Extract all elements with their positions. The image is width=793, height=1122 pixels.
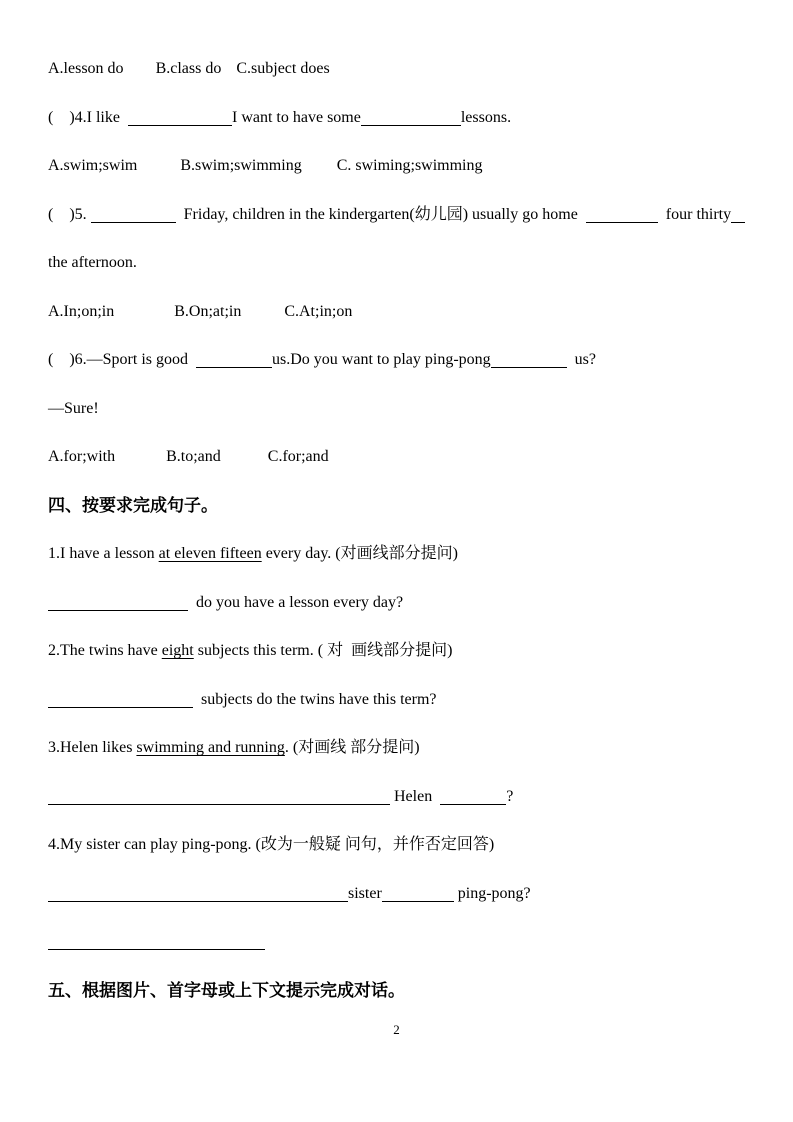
text-run: B.class do	[155, 60, 222, 77]
answer-blank	[128, 120, 232, 126]
mc-q6-options	[48, 448, 753, 465]
text-run: sister	[348, 884, 382, 902]
rw-q4-prompt	[48, 836, 753, 853]
text-run: subjects do the twins have this term?	[193, 690, 437, 708]
spacing-gap	[221, 72, 236, 73]
answer-blank	[382, 896, 454, 902]
text-run: us.Do you want to play ping-pong	[272, 351, 491, 368]
text-run: four thirty	[657, 205, 732, 223]
text-run: . (对画线 部分提问)	[284, 739, 420, 756]
text-run: ?	[506, 787, 514, 805]
rw-q2-answer	[48, 691, 753, 708]
answer-blank	[48, 799, 390, 805]
text-run: C.subject does	[236, 60, 330, 77]
text-run: C.At;in;on	[284, 302, 353, 320]
text-run: the afternoon.	[48, 254, 137, 271]
text-run: B.On;at;in	[174, 302, 242, 320]
mc-q5-stem-wrap	[48, 254, 753, 271]
answer-blank	[586, 217, 658, 223]
underlined-text: eight	[161, 642, 194, 659]
answer-blank	[91, 217, 176, 223]
answer-blank	[491, 362, 567, 368]
spacing-gap	[221, 460, 268, 461]
text-run: B.to;and	[166, 448, 221, 465]
underlined-text: swimming and running	[136, 739, 285, 756]
text-run: us?	[566, 351, 596, 368]
text-run: lessons.	[460, 108, 512, 126]
section-heading-5	[48, 982, 753, 999]
spacing-gap	[137, 169, 180, 170]
text-run: Friday, children in the kindergarten(幼儿园) usually go home	[175, 205, 586, 223]
text-run: C.for;and	[267, 448, 329, 465]
text-run: A.for;with	[48, 448, 116, 465]
section-heading-4	[48, 497, 753, 514]
rw-q3-prompt	[48, 739, 753, 756]
rw-q1-answer	[48, 594, 753, 611]
text-run: 4.My sister can play ping-pong. (改为一般疑 问句，并作否定回答)	[48, 836, 495, 853]
text-run: A.In;on;in	[48, 302, 115, 320]
text-run: 四、按要求完成句子。	[48, 495, 218, 515]
text-run: every day. (对画线部分提问)	[261, 545, 458, 562]
mc-q6-stem	[48, 351, 753, 368]
mc-q5-options	[48, 303, 753, 320]
answer-blank	[48, 605, 188, 611]
text-run: —Sure!	[48, 399, 99, 417]
answer-blank	[48, 896, 348, 902]
spacing-gap	[241, 315, 284, 316]
spacing-gap	[124, 72, 156, 73]
rw-q2-prompt	[48, 642, 753, 659]
spacing-gap	[115, 460, 166, 461]
mc-q5-stem	[48, 206, 753, 223]
text-run: do you have a lesson every day?	[188, 593, 404, 611]
text-run: C. swiming;swimming	[336, 157, 483, 174]
spacing-gap	[114, 315, 174, 316]
rw-q1-prompt	[48, 545, 753, 562]
text-run: A.swim;swim	[48, 157, 138, 174]
mc-q3-options	[48, 60, 753, 77]
text-run: B.swim;swimming	[180, 157, 302, 174]
text-run: 1.I have a lesson	[48, 545, 159, 562]
mc-q4-stem	[48, 109, 753, 126]
rw-q4-answer2	[48, 933, 753, 950]
text-run: ( )4.I like	[48, 108, 128, 126]
rw-q3-answer	[48, 788, 753, 805]
answer-blank	[731, 217, 745, 223]
text-run: A.lesson do	[48, 60, 124, 77]
text-run: 五、根据图片、首字母或上下文提示完成对话。	[48, 980, 405, 1000]
answer-blank	[361, 120, 461, 126]
text-run: ( )5.	[48, 205, 91, 223]
mc-q6-reply	[48, 400, 753, 417]
answer-blank	[48, 702, 193, 708]
mc-q4-options	[48, 157, 753, 174]
text-run: I want to have some	[231, 108, 361, 126]
answer-blank	[196, 362, 272, 368]
text-run: 2.The twins have	[48, 642, 162, 659]
text-run: subjects this term. ( 对 画线部分提问)	[193, 642, 453, 659]
rw-q4-answer	[48, 885, 753, 902]
text-run: ( )6.—Sport is good	[48, 351, 196, 368]
text-run: Helen	[390, 787, 441, 805]
text-run: 3.Helen likes	[48, 739, 137, 756]
spacing-gap	[302, 169, 337, 170]
answer-blank	[48, 944, 265, 950]
text-run: ping-pong?	[453, 884, 531, 902]
page-number: 2	[393, 1022, 400, 1037]
answer-blank	[440, 799, 506, 805]
underlined-text: at eleven fifteen	[158, 545, 262, 562]
